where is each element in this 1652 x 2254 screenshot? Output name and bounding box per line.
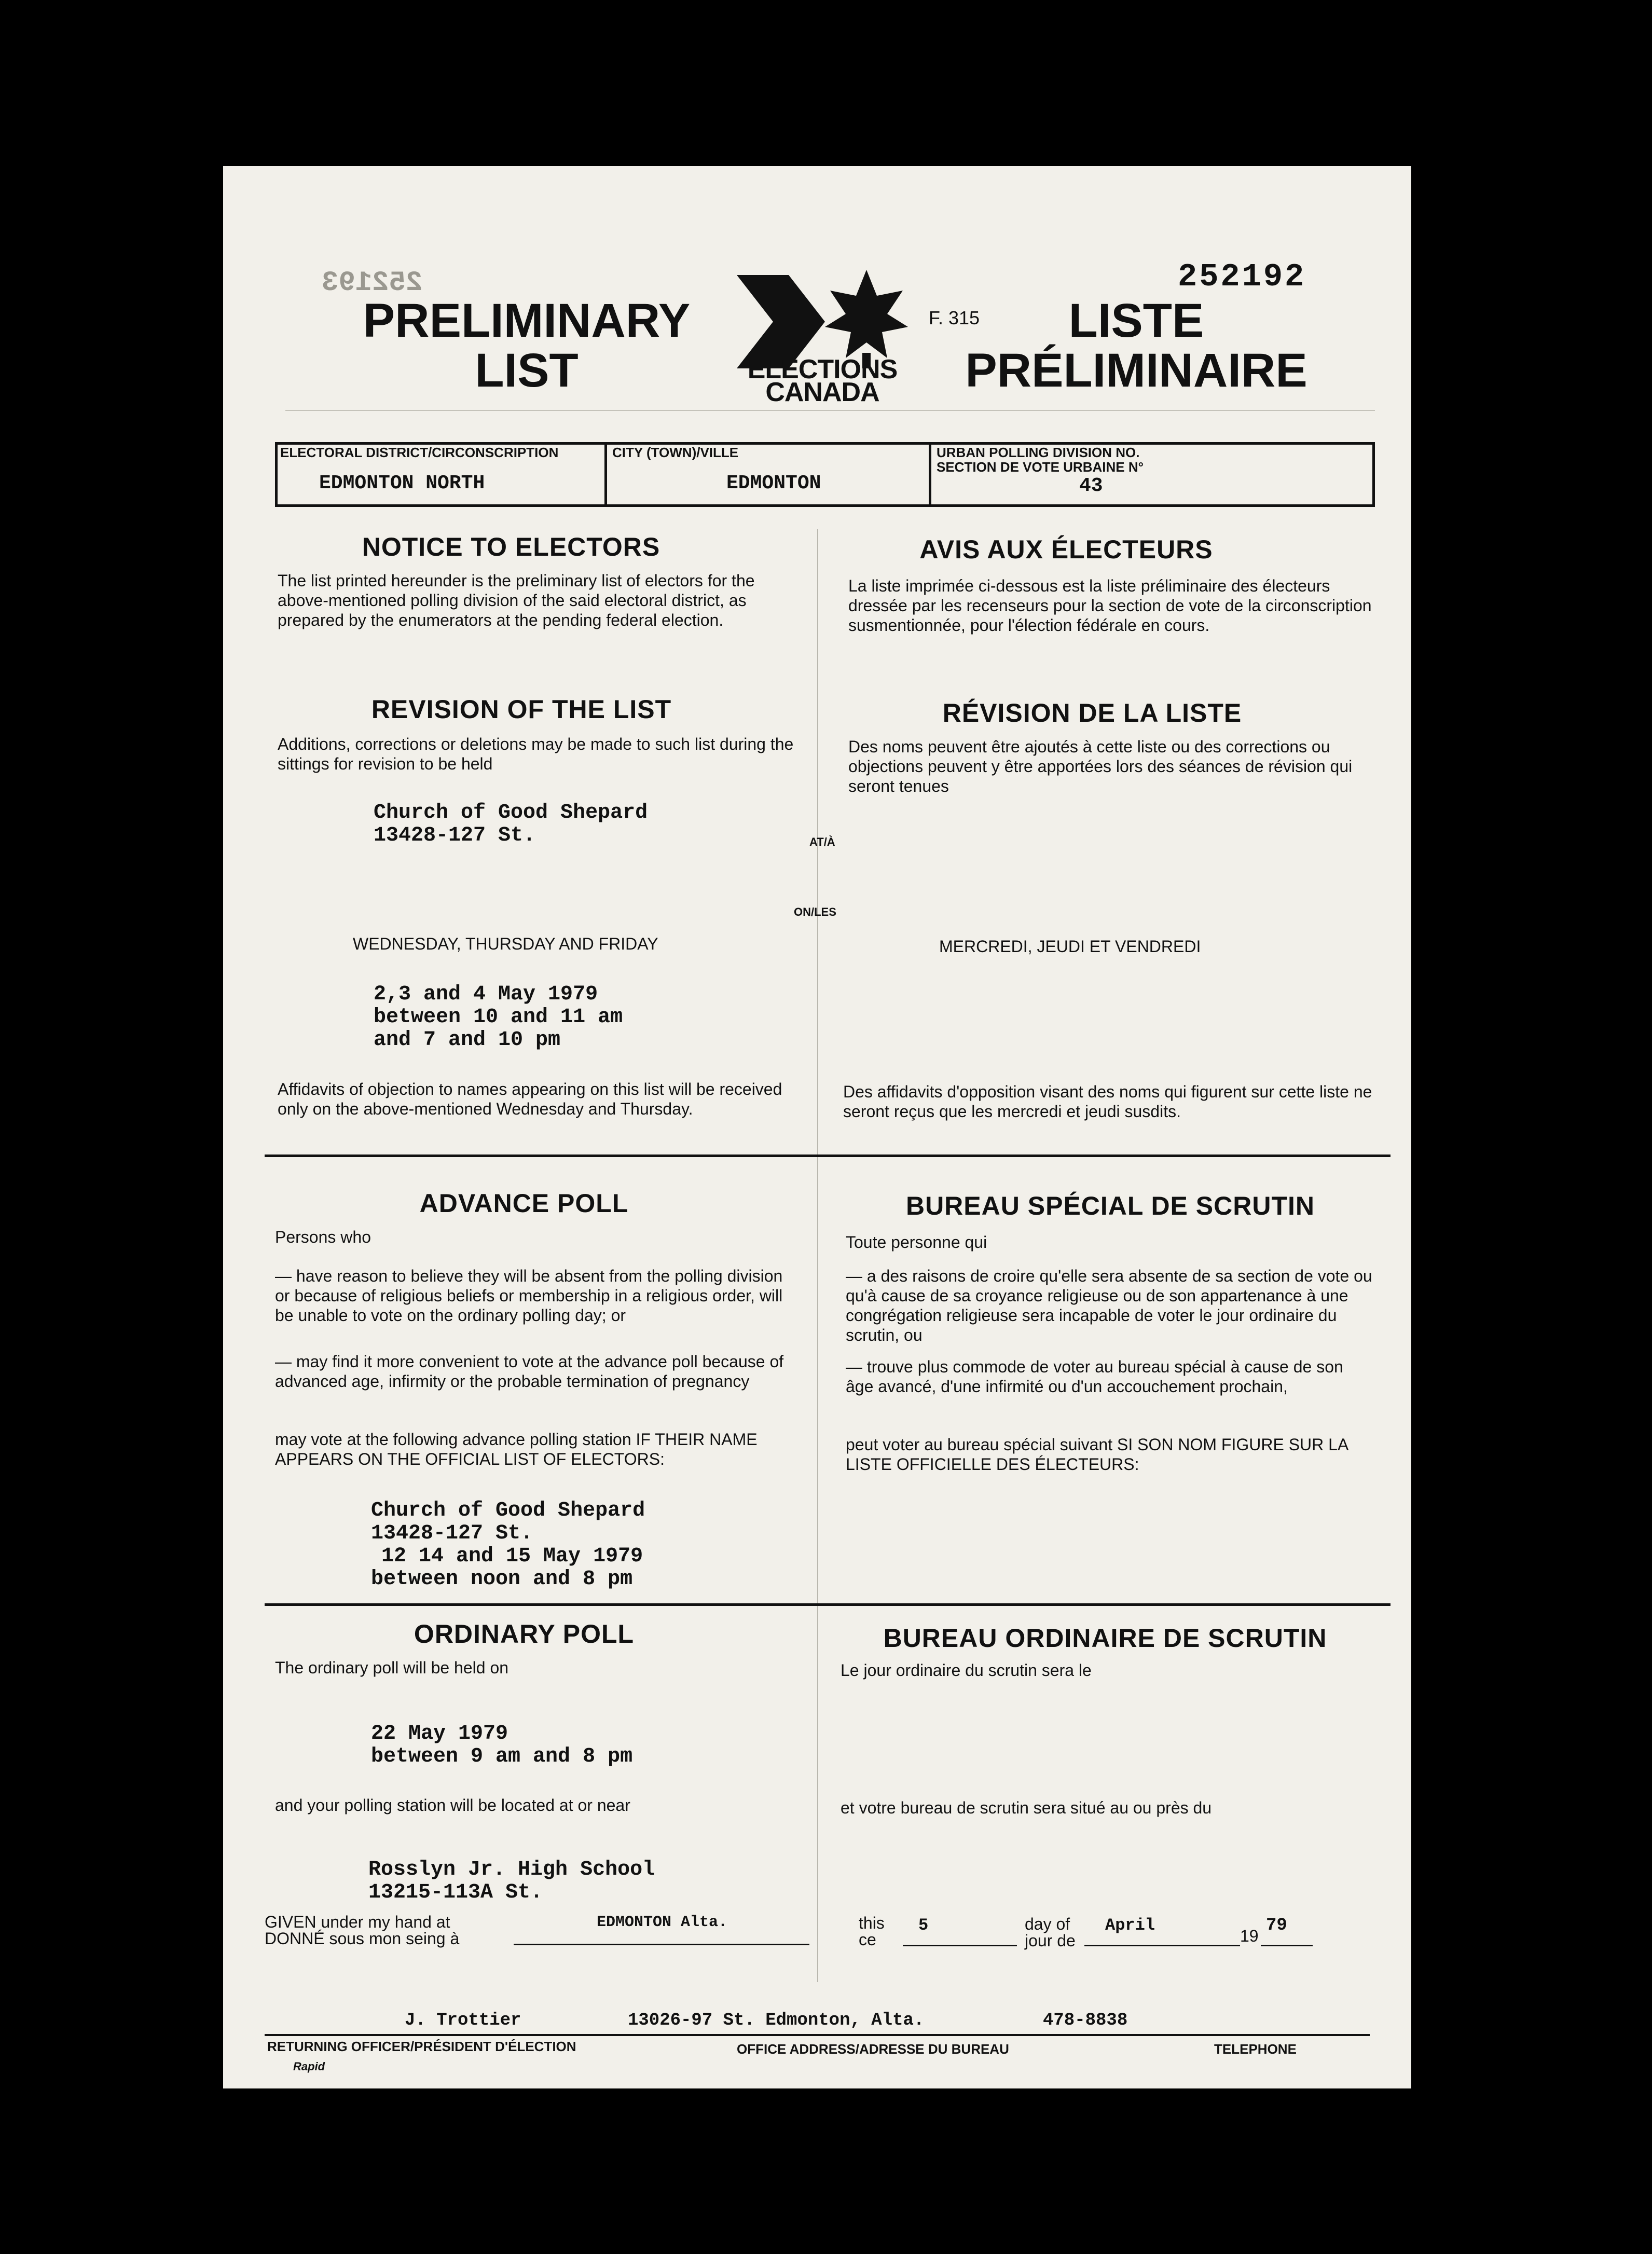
signature-day: 5: [918, 1916, 929, 1935]
city-label: CITY (TOWN)/VILLE: [612, 445, 739, 460]
advance-item1-fr: — a des raisons de croire qu'elle sera absente de sa section de vote ou qu'à cause de sa croyance religieuse ou de son appartenance à une congrégation religieuse sera incapable de voter le jour ordinaire du scrutin, ou: [846, 1267, 1372, 1344]
revision-days-fr: MERCREDI, JEUDI ET VENDREDI: [939, 937, 1201, 956]
revision-days-en: WEDNESDAY, THURSDAY AND FRIDAY: [353, 934, 658, 953]
preliminary-list-form: [223, 166, 1411, 2088]
advance-item1-en: — have reason to believe they will be absent from the polling division or because of religious beliefs or membership in a religious order, will be unable to vote on the ordinary polling day; or: [275, 1267, 783, 1325]
ordinary-text-fr: Le jour ordinaire du scrutin sera le: [841, 1661, 1092, 1680]
city-value: EDMONTON: [726, 472, 821, 494]
advance-date-line2: between noon and 8 pm: [371, 1568, 633, 1591]
day-of-label-fr: jour de: [1025, 1931, 1076, 1950]
advance-may-vote-en: may vote at the following advance polling station IF THEIR NAME APPEARS ON THE OFFICIAL LIST OF ELECTORS:: [275, 1430, 758, 1468]
year-prefix: 19: [1240, 1927, 1259, 1945]
division-value: 43: [1079, 475, 1103, 497]
this-label: [859, 1915, 885, 1948]
advance-item2-en: — may find it more convenient to vote at the advance poll because of advanced age, infirmity or the probable termination of pregnancy: [275, 1352, 784, 1391]
given-label-en: GIVEN under my hand at: [265, 1913, 450, 1931]
district-value: EDMONTON NORTH: [319, 472, 485, 494]
advance-title-fr: BUREAU SPÉCIAL DE SCRUTIN: [905, 1191, 1315, 1220]
ordinary-station-en: and your polling station will be located at or near: [275, 1796, 630, 1815]
logo-text-line2: CANADA: [765, 377, 879, 407]
year-field: [1261, 1916, 1313, 1946]
telephone-number: 478-8838: [1043, 2011, 1128, 2030]
header-divider: [929, 442, 931, 507]
advance-place-line2: 13428-127 St.: [371, 1522, 533, 1545]
ghost-serial: 252193: [322, 267, 423, 299]
division-label: [937, 445, 1144, 474]
revision-date-line3: and 7 and 10 pm: [374, 1028, 561, 1052]
affidavit-text-fr: Des affidavits d'opposition visant des noms qui figurent sur cette liste ne seront reçus que les mercredi et jeudi susdits.: [843, 1082, 1372, 1121]
advance-item2-fr: — trouve plus commode de voter au bureau spécial à cause de son âge avancé, d'une infirmité ou d'un accouchement prochain,: [846, 1357, 1343, 1396]
notice-title-fr: AVIS AUX ÉLECTEURS: [919, 535, 1213, 564]
day-of-label-en: day of: [1025, 1915, 1070, 1933]
revision-text-en: Additions, corrections or deletions may be made to such list during the sittings for revision to be held: [278, 735, 794, 773]
division-label-1: URBAN POLLING DIVISION NO.: [937, 445, 1140, 460]
telephone-label: TELEPHONE: [1214, 2041, 1297, 2057]
officer-name: J. Trottier: [405, 2011, 521, 2030]
title-en-line2: LIST: [475, 344, 579, 397]
logo-text-line1: ELECTIONS: [747, 354, 898, 384]
ordinary-text-en: The ordinary poll will be held on: [275, 1658, 509, 1677]
signature-month: April: [1105, 1916, 1155, 1935]
this-label-fr: ce: [859, 1930, 876, 1949]
district-label: ELECTORAL DISTRICT/CIRCONSCRIPTION: [280, 445, 559, 460]
signature-rule: [265, 2034, 1370, 2036]
advance-date-line1: 12 14 and 15 May 1979: [381, 1545, 643, 1568]
column-rule: [817, 529, 818, 1982]
revision-date-line2: between 10 and 11 am: [374, 1006, 623, 1029]
advance-place: [371, 1500, 645, 1591]
revision-title-fr: RÉVISION DE LA LISTE: [942, 698, 1242, 727]
signature-year: 79: [1266, 1916, 1287, 1935]
place-field: [514, 1914, 809, 1945]
division-label-2: SECTION DE VOTE URBAINE N°: [937, 459, 1144, 475]
title-fr-line2: PRÉLIMINAIRE: [965, 344, 1307, 397]
day-field: [903, 1916, 1017, 1946]
notice-text-fr: La liste imprimée ci-dessous est la liste préliminaire des électeurs dressée par les recenseurs pour la section de vote de la circonscription susmentionnée, pour l'élection fédérale en cours.: [848, 576, 1372, 635]
this-label-en: this: [859, 1914, 885, 1932]
notice-title-en: NOTICE TO ELECTORS: [362, 532, 660, 561]
revision-place-line2: 13428-127 St.: [374, 824, 536, 847]
office-address: 13026-97 St. Edmonton, Alta.: [628, 2011, 925, 2030]
revision-date-line1: 2,3 and 4 May 1979: [374, 983, 598, 1006]
header-divider: [604, 442, 607, 507]
title-french: [939, 296, 1333, 395]
signature-place: EDMONTON Alta.: [597, 1914, 728, 1931]
officer-label: RETURNING OFFICER/PRÉSIDENT D'ÉLECTION: [267, 2039, 576, 2054]
section-divider: [265, 1155, 1391, 1157]
ordinary-place-line2: 13215-113A St.: [368, 1881, 543, 1904]
revision-dates: [374, 983, 623, 1052]
on-label: ON/LES: [794, 905, 836, 918]
advance-title-en: ADVANCE POLL: [419, 1189, 629, 1218]
revision-text-fr: Des noms peuvent être ajoutés à cette liste ou des corrections ou objections peuvent y être apportées lors des séances de révision qui seront tenues: [848, 737, 1353, 795]
section-divider: [265, 1603, 1391, 1606]
revision-title-en: REVISION OF THE LIST: [371, 695, 672, 724]
form-number: F. 315: [929, 307, 980, 328]
ordinary-station-fr: et votre bureau de scrutin sera situé au ou près du: [841, 1798, 1212, 1817]
advance-place-line1: Church of Good Shepard: [371, 1499, 645, 1522]
month-field: [1084, 1916, 1240, 1946]
ordinary-date-line2: between 9 am and 8 pm: [371, 1745, 633, 1768]
ordinary-place: [368, 1859, 655, 1904]
advance-may-vote-fr: peut voter au bureau spécial suivant SI SON NOM FIGURE SUR LA LISTE OFFICIELLE DES ÉLECTEURS:: [846, 1435, 1348, 1474]
address-label: OFFICE ADDRESS/ADRESSE DU BUREAU: [737, 2041, 1009, 2057]
title-fr-line1: LISTE: [1068, 294, 1204, 347]
at-label: AT/À: [809, 835, 835, 848]
affidavit-text-en: Affidavits of objection to names appearing on this list will be received only on the above-mentioned Wednesday and Thursday.: [278, 1080, 782, 1118]
logo-text: [734, 354, 911, 407]
notice-text-en: The list printed hereunder is the preliminary list of electors for the above-mentioned polling division of the said electoral district, as prepared by the enumerators at the pending federal election.: [278, 571, 755, 629]
ordinary-title-en: ORDINARY POLL: [414, 1619, 635, 1648]
advance-intro-en: Persons who: [275, 1228, 371, 1246]
given-label-fr: DONNÉ sous mon seing à: [265, 1929, 460, 1948]
day-of-label: [1025, 1916, 1076, 1949]
revision-place: [374, 802, 648, 847]
advance-intro-fr: Toute personne qui: [846, 1233, 987, 1252]
ordinary-date-line1: 22 May 1979: [371, 1722, 508, 1746]
title-english: [327, 296, 726, 395]
serial-number: 252192: [1178, 258, 1306, 295]
given-label: [265, 1914, 459, 1947]
ordinary-dates: [371, 1723, 632, 1768]
title-en-line1: PRELIMINARY: [363, 294, 691, 347]
ordinary-place-line1: Rosslyn Jr. High School: [368, 1858, 655, 1881]
printer-mark: Rapid: [293, 2060, 325, 2073]
revision-place-line1: Church of Good Shepard: [374, 801, 648, 824]
ordinary-title-fr: BUREAU ORDINAIRE DE SCRUTIN: [883, 1624, 1327, 1653]
